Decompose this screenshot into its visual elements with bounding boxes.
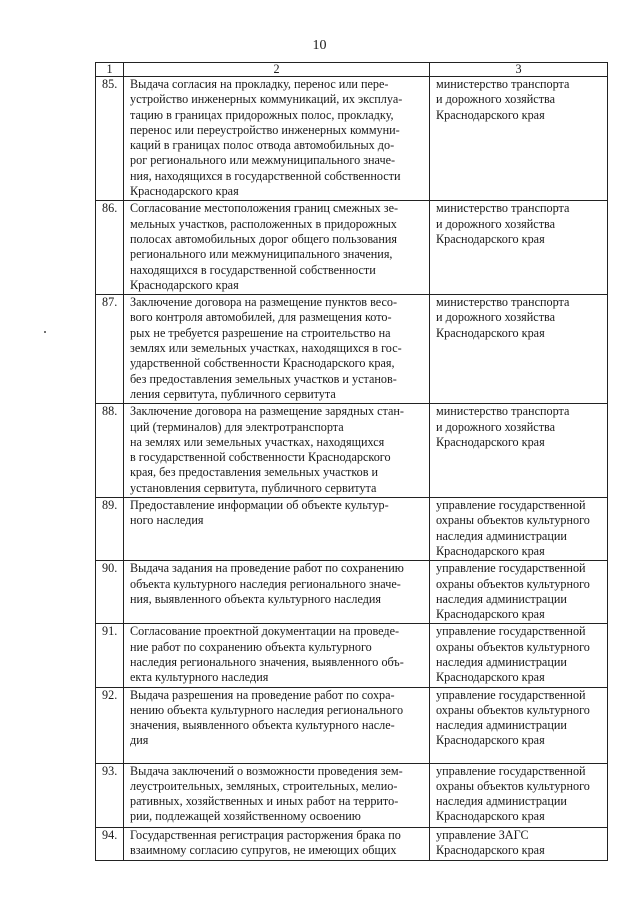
row-number: 86. xyxy=(96,201,124,295)
service-name: Выдача заключений о возможности проведения зем- леустроительных, земляных, строительных, мелио- ративных, хозяйственных и иных работ на террито- рии, подлежащей хозяйственному освоению xyxy=(124,763,430,827)
table-row xyxy=(96,827,608,860)
service-name: Выдача согласия на прокладку, перенос или пере- устройство инженерных коммуникаций, их эксплуа- тацию в границах придорожных полос, прокладку, перенос или переустройство инженерных коммуни- каций в границах полос отвода автомобильных до- рог регионального или межмуниципального значе- ния, находящихся в государственной собственности Краснодарского края xyxy=(124,77,430,201)
service-name: Выдача разрешения на проведение работ по сохра- нению объекта культурного наследия регионального значения, выявленного объекта культурного насле- дия xyxy=(124,687,430,763)
service-name: Согласование местоположения границ смежных зе- мельных участков, расположенных в придорожных полосах автомобильных дорог общего пользования регионального или межмуниципального значения, находящихся в государственной собственности Краснодарского края xyxy=(124,201,430,295)
header-col-service: 2 xyxy=(124,63,430,77)
responsible-organization: управление ЗАГС Краснодарского края xyxy=(430,827,608,860)
row-number: 85. xyxy=(96,77,124,201)
page-number: 10 xyxy=(312,38,327,53)
row-number: 89. xyxy=(96,498,124,561)
responsible-organization: министерство транспорта и дорожного хозяйства Краснодарского края xyxy=(430,295,608,404)
table-row xyxy=(96,201,608,295)
row-number: 87. xyxy=(96,295,124,404)
header-col-number: 1 xyxy=(96,63,124,77)
table-row xyxy=(96,763,608,827)
service-name: Заключение договора на размещение пунктов весо- вого контроля автомобилей, для размещения кото- рых не требуется разрешение на строительство на землях или земельных участках, находящихся в гос- ударственной собственности Краснодарского края, без предоставления земельных участков и установ- ления сервитута, публичного сервитута xyxy=(124,295,430,404)
table-row xyxy=(96,404,608,498)
service-name: Государственная регистрация расторжения брака по взаимному согласию супругов, не имеющих общих xyxy=(124,827,430,860)
row-number: 90. xyxy=(96,561,124,624)
table-row xyxy=(96,561,608,624)
services-table xyxy=(95,62,608,861)
service-name: Выдача задания на проведение работ по сохранению объекта культурного наследия регионального значе- ния, выявленного объекта культурного наследия xyxy=(124,561,430,624)
responsible-organization: управление государственной охраны объектов культурного наследия администрации Краснодарского края xyxy=(430,561,608,624)
responsible-organization: министерство транспорта и дорожного хозяйства Краснодарского края xyxy=(430,404,608,498)
table-row xyxy=(96,687,608,763)
row-number: 91. xyxy=(96,624,124,687)
table-row xyxy=(96,77,608,201)
row-number: 94. xyxy=(96,827,124,860)
responsible-organization: управление государственной охраны объектов культурного наследия администрации Краснодарского края xyxy=(430,624,608,687)
responsible-organization: управление государственной охраны объектов культурного наследия администрации Краснодарского края xyxy=(430,687,608,763)
scan-speck xyxy=(44,331,46,333)
responsible-organization: управление государственной охраны объектов культурного наследия администрации Краснодарского края xyxy=(430,763,608,827)
responsible-organization: управление государственной охраны объектов культурного наследия администрации Краснодарского края xyxy=(430,498,608,561)
row-number: 88. xyxy=(96,404,124,498)
table-row xyxy=(96,498,608,561)
responsible-organization: министерство транспорта и дорожного хозяйства Краснодарского края xyxy=(430,77,608,201)
table-row xyxy=(96,295,608,404)
service-name: Предоставление информации об объекте культур- ного наследия xyxy=(124,498,430,561)
row-number: 93. xyxy=(96,763,124,827)
table-row xyxy=(96,624,608,687)
service-name: Согласование проектной документации на проведе- ние работ по сохранению объекта культурного наследия регионального значения, выявленного объ- екта культурного наследия xyxy=(124,624,430,687)
row-number: 92. xyxy=(96,687,124,763)
header-row xyxy=(96,63,608,77)
responsible-organization: министерство транспорта и дорожного хозяйства Краснодарского края xyxy=(430,201,608,295)
header-col-organization: 3 xyxy=(430,63,608,77)
service-name: Заключение договора на размещение зарядных стан- ций (терминалов) для электротранспорта на землях или земельных участках, находящихся в государственной собственности Краснодарского края, без предоставления земельных участков и установления сервитута, публичного сервитута xyxy=(124,404,430,498)
